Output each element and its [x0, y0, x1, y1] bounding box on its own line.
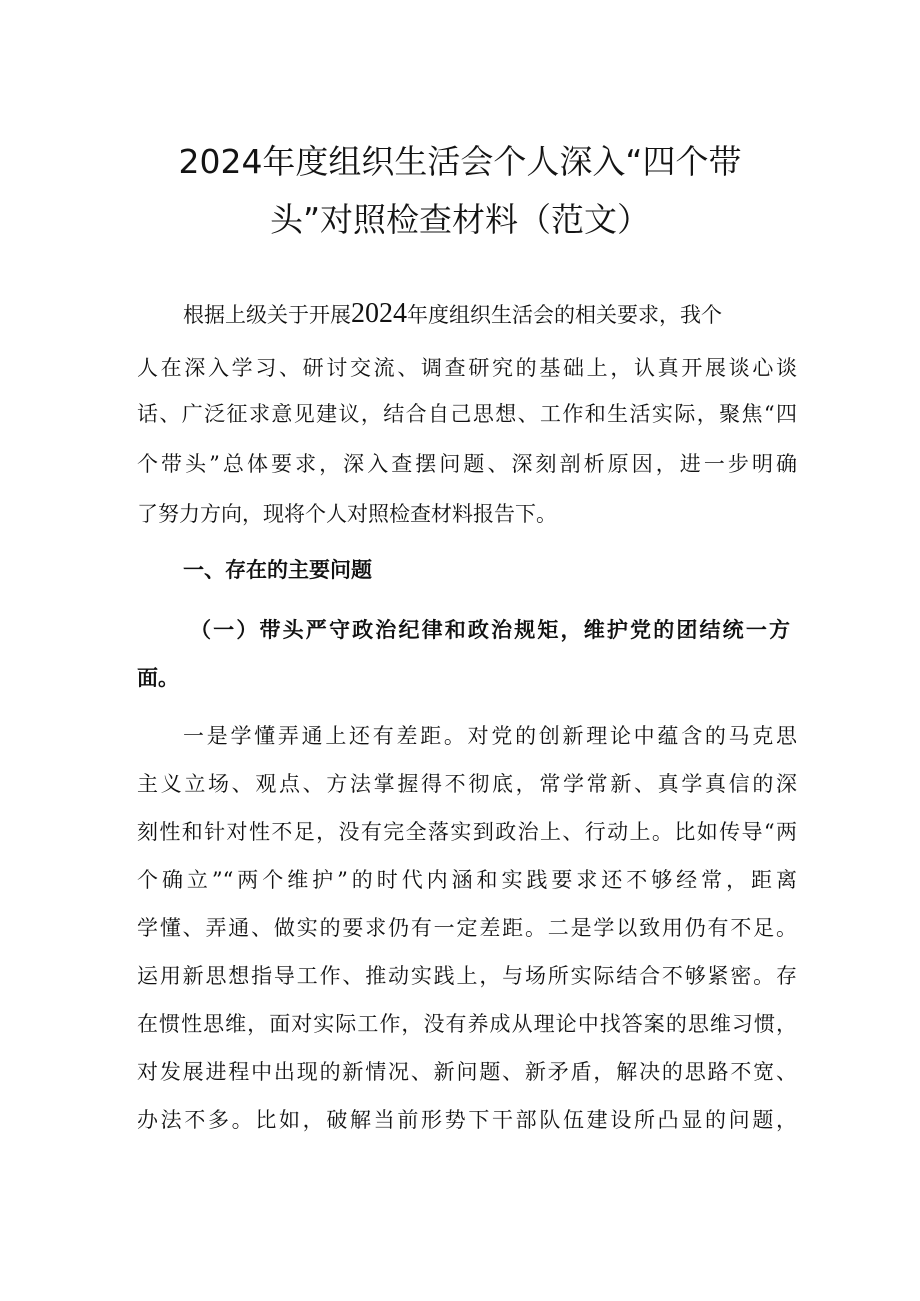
body-paragraph-line: 对发展进程中出现的新情况、新问题、新矛盾，解决的思路不宽、 [137, 1060, 797, 1084]
subsection-heading-line: （一）带头严守政治纪律和政治规矩，维护党的团结统一方 [190, 617, 790, 642]
section-heading: 一、存在的主要问题 [183, 557, 372, 582]
document-title-line-2: 头”对照检查材料（范文） [269, 200, 651, 239]
body-paragraph-line: 一是学懂弄通上还有差距。对党的创新理论中蕴含的马克思 [183, 724, 797, 748]
body-paragraph-line: 刻性和针对性不足，没有完全落实到政治上、行动上。比如传导“两 [137, 820, 797, 844]
body-paragraph-line: 个确立”“两个维护”的时代内涵和实践要求还不够经常，距离 [137, 868, 797, 892]
intro-paragraph-line: 人在深入学习、研讨交流、调查研究的基础上，认真开展谈心谈 [137, 356, 797, 380]
document-title-line-1: 2024年度组织生活会个人深入“四个带 [178, 142, 742, 181]
intro-paragraph-line: 个带头”总体要求，深入查摆问题、深刻剖析原因，进一步明确 [137, 452, 797, 476]
intro-paragraph-line: 了努力方向，现将个人对照检查材料报告下。 [137, 502, 557, 526]
body-paragraph-line: 学懂、弄通、做实的要求仍有一定差距。二是学以致用仍有不足。 [137, 916, 797, 940]
body-paragraph-line: 办法不多。比如，破解当前形势下干部队伍建设所凸显的问题， [137, 1108, 797, 1132]
intro-paragraph-line: 话、广泛征求意见建议，结合自己思想、工作和生活实际，聚焦“四 [137, 402, 797, 426]
body-paragraph-line: 运用新思想指导工作、推动实践上，与场所实际结合不够紧密。存 [137, 964, 797, 988]
intro-text: 根据上级关于开展 [183, 303, 351, 327]
subsection-heading-line: 面。 [137, 665, 179, 690]
intro-text: 年度组织生活会的相关要求，我个 [407, 303, 722, 327]
body-paragraph-line: 主义立场、观点、方法掌握得不彻底，常学常新、真学真信的深 [137, 772, 797, 796]
intro-paragraph-line [183, 300, 797, 329]
body-paragraph-line: 在惯性思维，面对实际工作，没有养成从理论中找答案的思维习惯， [137, 1012, 797, 1036]
intro-year: 2024 [351, 298, 407, 329]
